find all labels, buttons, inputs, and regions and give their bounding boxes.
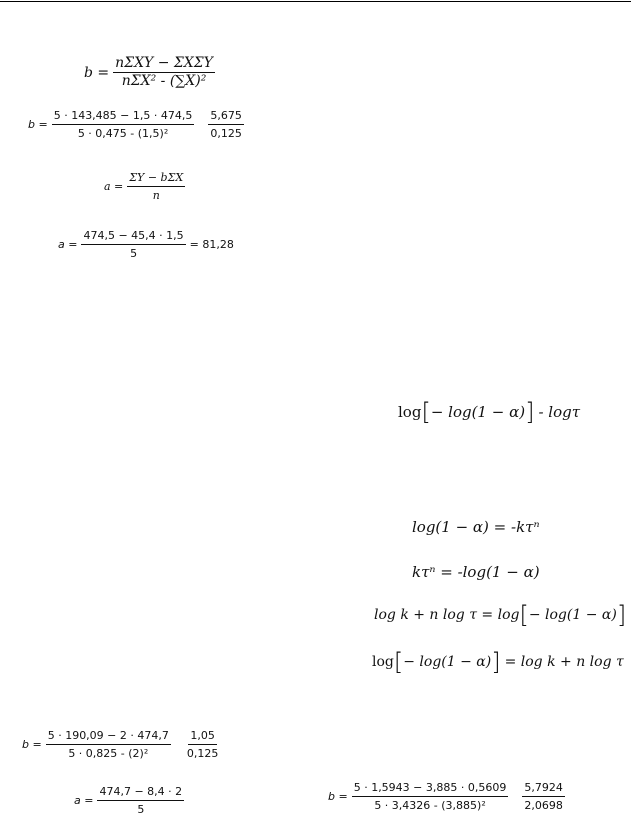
formula-linearized (372, 648, 624, 676)
denominator: 5 (130, 247, 138, 260)
formula-lhs: b = (84, 64, 110, 81)
formula-lhs: b = (28, 118, 48, 131)
formula-lhs: b = (328, 790, 348, 803)
bracket-close: ] (616, 601, 627, 629)
formula-log-transform (398, 398, 581, 426)
formula-a-general (104, 170, 185, 203)
bracket-open: [ (421, 398, 431, 426)
bracket-inner: − log(1 − α) (430, 403, 526, 421)
fraction (127, 170, 185, 203)
formula-left: log (372, 654, 394, 670)
formula-k-tau-n (412, 563, 540, 581)
formula-right: = log k + n log τ (504, 654, 624, 670)
result-denominator: 0,125 (186, 747, 219, 760)
bracket-inner: − log(1 − α) (528, 607, 617, 623)
fraction (46, 728, 171, 761)
result-fraction (185, 728, 221, 761)
formula-a-computed-1 (58, 228, 234, 261)
result-numerator: 5,7924 (522, 780, 565, 797)
fraction (97, 784, 184, 817)
fraction (52, 108, 195, 141)
bracket-inner: − log(1 − α) (403, 654, 492, 670)
fraction (352, 780, 509, 813)
bracket-open: [ (519, 601, 529, 629)
result-numerator: 1,05 (188, 728, 217, 745)
formula-result: = 81,28 (189, 238, 234, 251)
formula-lhs: a = (58, 238, 78, 251)
numerator: 5 · 190,09 − 2 · 474,7 (46, 728, 171, 745)
denominator: 5 · 0,475 - (1,5)² (77, 127, 169, 140)
formula-b-computed-3 (328, 780, 565, 813)
numerator: 5 · 143,485 − 1,5 · 474,5 (52, 108, 195, 125)
result-numerator: 5,675 (208, 108, 244, 125)
numerator: ΣY − bΣX (127, 170, 185, 187)
denominator: nΣX² - (∑X)² (121, 73, 207, 89)
numerator: 474,7 − 8,4 · 2 (97, 784, 184, 801)
bracket-close: ] (525, 398, 535, 426)
formula-text: kτⁿ = -log(1 − α) (412, 563, 540, 581)
top-rule (0, 1, 631, 2)
formula-lhs: a = (104, 180, 124, 193)
result-denominator: 2,0698 (524, 799, 563, 812)
result-fraction (522, 780, 565, 813)
formula-b-computed-2 (22, 728, 220, 761)
log-left: log (398, 403, 422, 421)
formula-log-k (374, 601, 627, 629)
denominator: 5 · 0,825 - (2)² (68, 747, 149, 760)
fraction (81, 228, 185, 261)
formula-text: log(1 − α) = -kτⁿ (412, 518, 540, 536)
formula-lhs: a = (74, 794, 94, 807)
formula-b-computed-1 (28, 108, 244, 141)
log-right: - logτ (538, 403, 581, 421)
result-denominator: 0,125 (210, 127, 242, 140)
numerator: 474,5 − 45,4 · 1,5 (81, 228, 185, 245)
result-fraction (208, 108, 244, 141)
formula-log-1-alpha (412, 518, 540, 536)
formula-b-general (84, 56, 215, 89)
fraction (113, 56, 215, 89)
denominator: 5 · 3,4326 - (3,885)² (374, 799, 486, 812)
formula-lhs: b = (22, 738, 42, 751)
bracket-open: [ (393, 648, 404, 676)
bracket-close: ] (491, 648, 501, 676)
formula-a-computed-2 (74, 784, 184, 817)
denominator: 5 (137, 803, 145, 816)
numerator: nΣXY − ΣXΣY (115, 55, 213, 71)
numerator: 5 · 1,5943 − 3,885 · 0,5609 (352, 780, 509, 797)
formula-left: log k + n log τ = log (374, 607, 520, 623)
denominator: n (152, 189, 160, 202)
